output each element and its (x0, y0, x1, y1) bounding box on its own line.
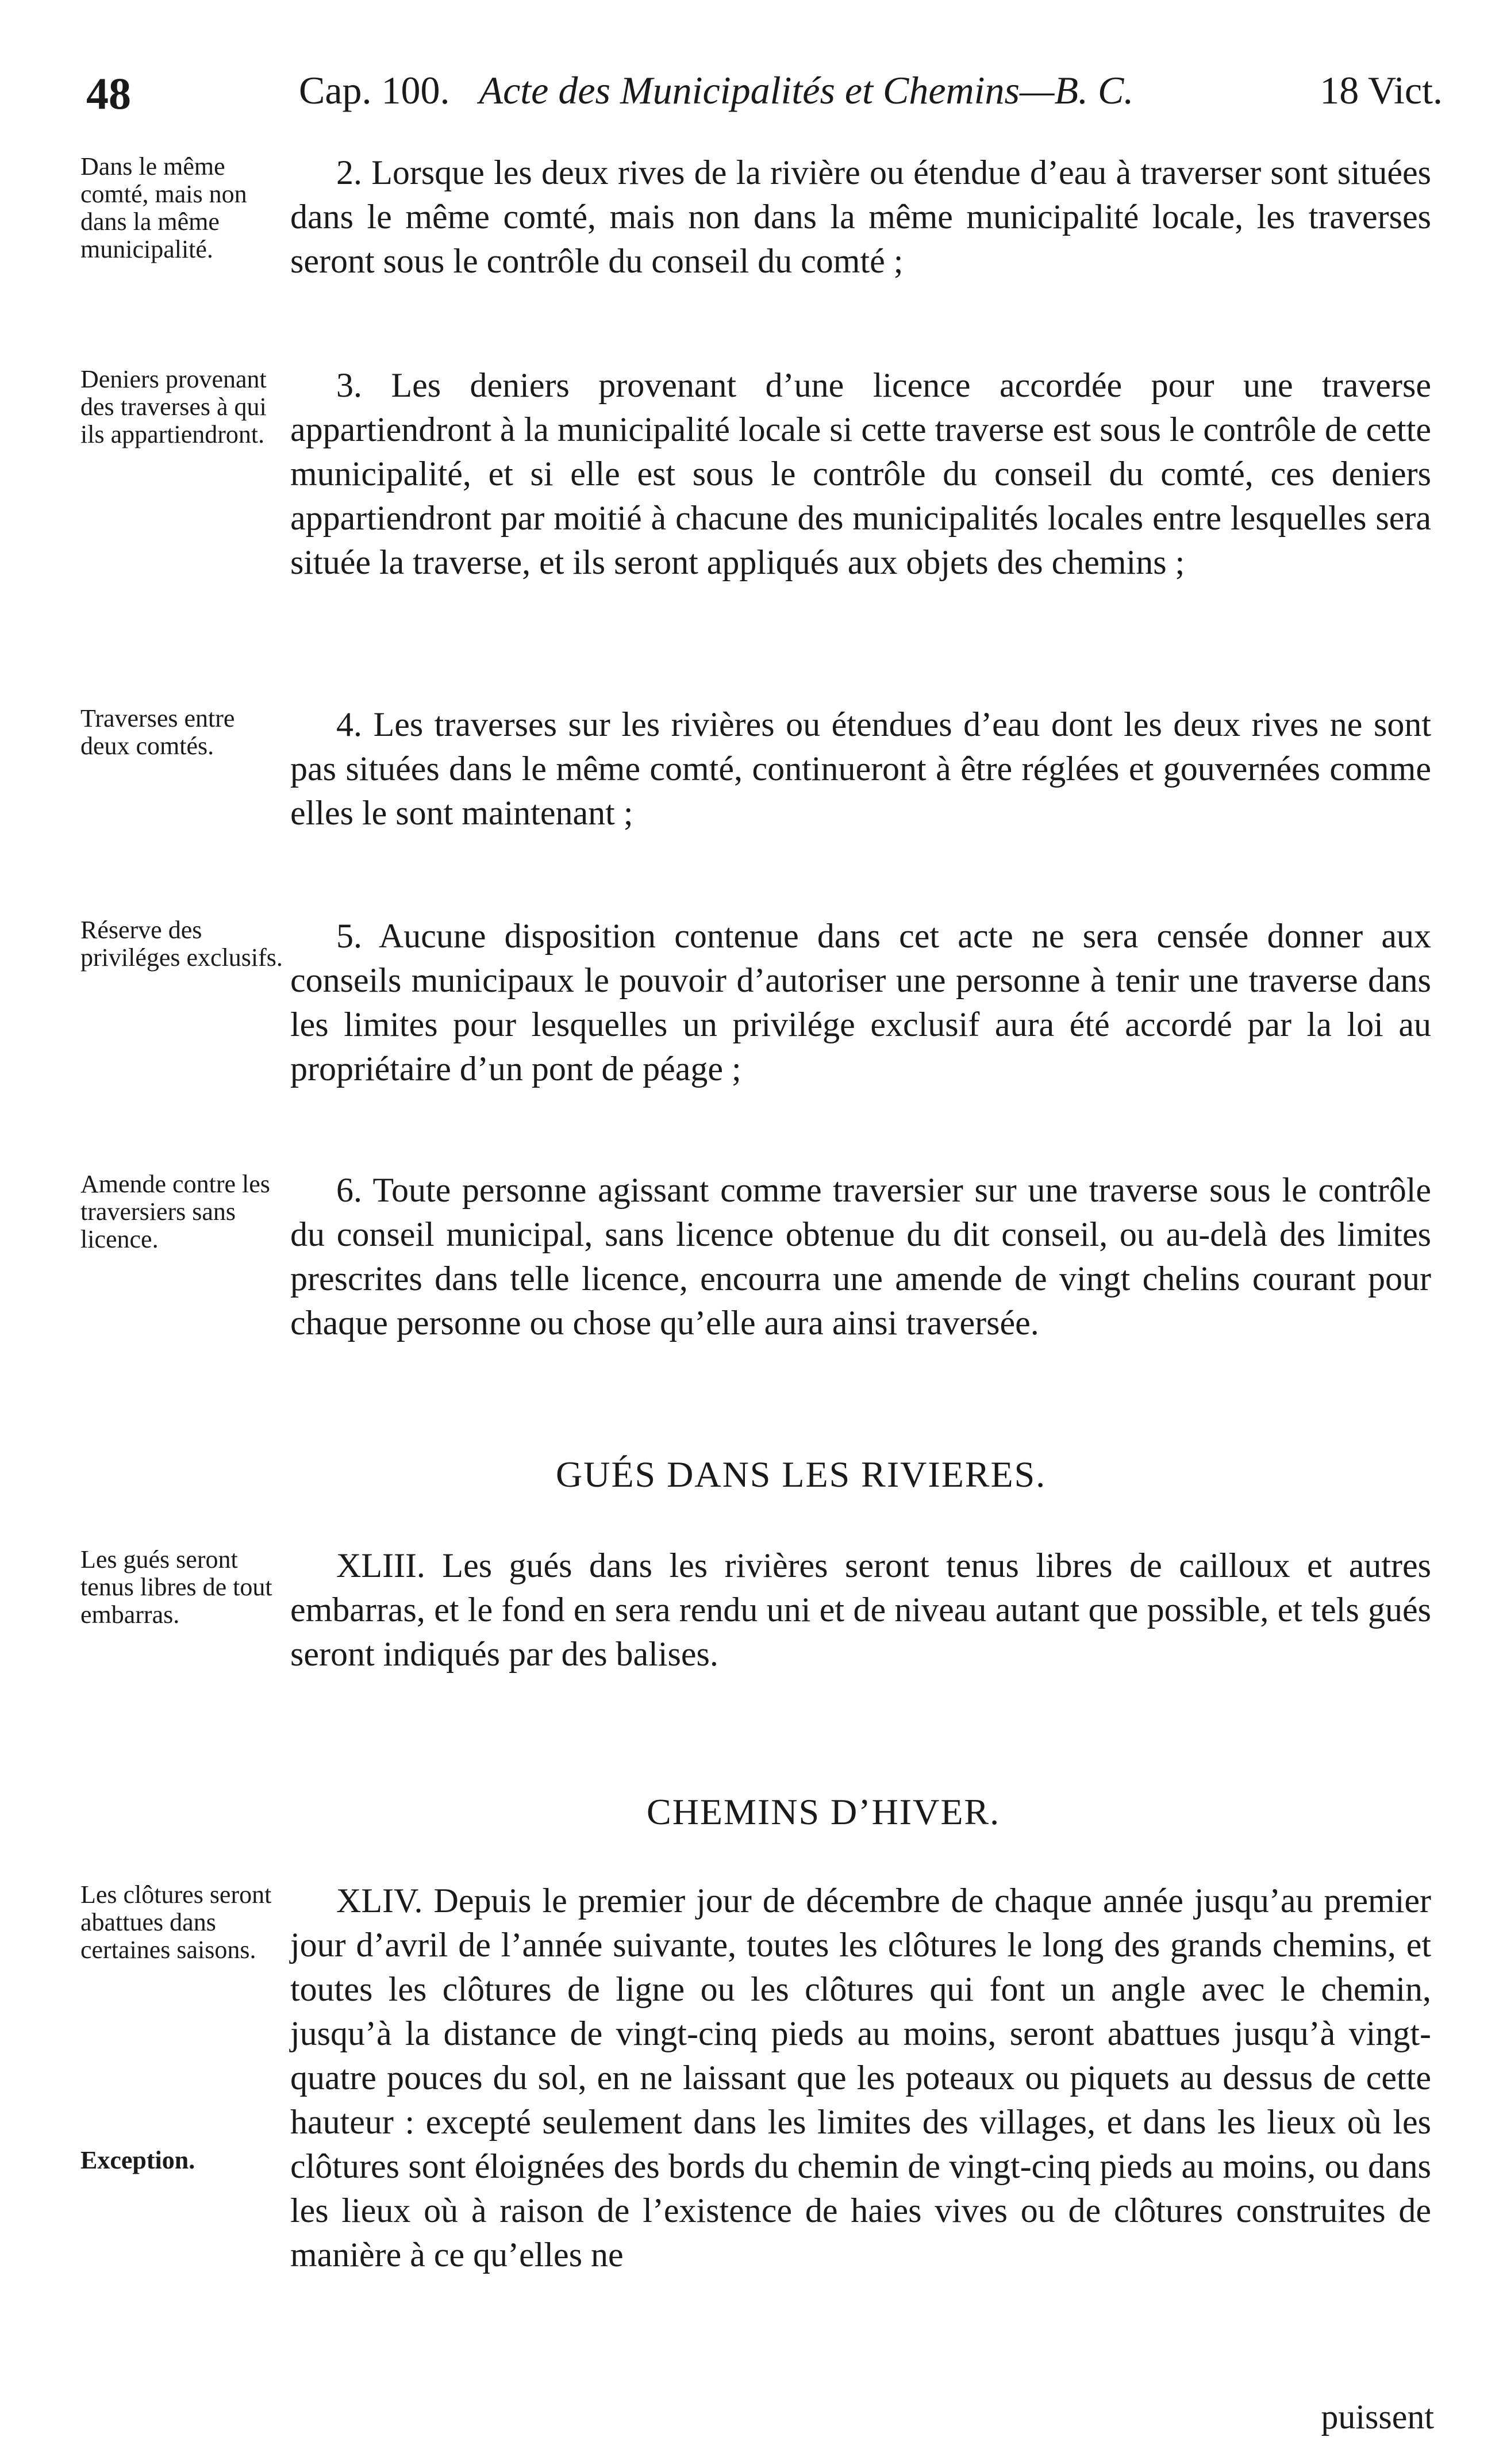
running-title (299, 68, 1133, 113)
section-text: Depuis le premier jour de décembre de chaque année jusqu’au premier jour d’avril de l’année suivante, toutes les clôtures le long des grands chemins, et toutes les clôtures de ligne ou les clôtures qui font un angle avec le chemin, jusqu’à la distance de vingt-cinq pieds au moins, seront abattues jusqu’à vingt-quatre pouces du sol, en ne laissant que les poteaux ou piquets au dessus de cette hauteur : excepté seulement dans les limites des villages, et dans les lieux où les clôtures sont éloignées des bords du chemin de vingt-cinq pieds au moins, ou dans les lieux où à raison de l’existence de haies vives ou de clôtures construites de manière à ce qu’elles ne (290, 1882, 1431, 2274)
act-title: Acte des Municipalités et Chemins—B. C. (479, 68, 1134, 112)
heading-winter-roads: CHEMINS D’HIVER. (647, 1791, 1001, 1832)
section-number: 4. (336, 705, 362, 743)
running-head (57, 68, 1451, 125)
margin-note: Les clôtures seront abattues dans certaines saisons. (80, 1880, 272, 1964)
section-number: 2. (336, 153, 362, 191)
section-paragraph (290, 703, 1431, 835)
chapter-label: Cap. 100. (299, 68, 450, 112)
section-number: 3. (336, 366, 362, 404)
margin-note: Les gués seront tenus libres de tout embarras. (80, 1545, 272, 1629)
section-number: 6. (336, 1171, 362, 1209)
regnal-year: 18 Vict. (1320, 68, 1443, 112)
section-paragraph (290, 151, 1431, 283)
section-paragraph (290, 363, 1431, 585)
section-paragraph (290, 1544, 1431, 1676)
section-text: Aucune disposition contenue dans cet acte ne sera censée donner aux conseils municipaux le pouvoir d’autoriser une personne à tenir une traverse dans les limites pour lesquelles un privilége exclusif aura été accordé par la loi au propriétaire d’un pont de péage ; (290, 917, 1431, 1088)
section-number: 5. (336, 917, 362, 955)
catchword: puissent (1321, 2398, 1434, 2436)
margin-note: Traverses entre deux comtés. (80, 704, 235, 760)
page-number: 48 (86, 68, 131, 118)
section-text: Les gués dans les rivières seront tenus libres de cailloux et autres embarras, et le fond en sera rendu uni et de niveau autant que possible, et tels gués seront indiqués par des balises. (290, 1546, 1432, 1673)
margin-note: Deniers provenant des traverses à qui ils appartiendront. (80, 365, 267, 448)
margin-note: Réserve des priviléges exclusifs. (80, 916, 283, 972)
section-text: Toute personne agissant comme traversier sur une traverse sous le contrôle du conseil municipal, sans licence obtenue du dit conseil, ou au-delà des limites prescrites dans telle licence, encourra une amende de vingt chelins courant pour chaque personne ou chose qu’elle aura ainsi traversée. (290, 1171, 1431, 1342)
section-text: Lorsque les deux rives de la rivière ou étendue d’eau à traverser sont situées dans le même comté, mais non dans la même municipalité locale, les traverses seront sous le contrôle du conseil du comté ; (290, 153, 1431, 280)
section-paragraph (290, 1879, 1431, 2277)
heading-fords: GUÉS DANS LES RIVIERES. (556, 1454, 1047, 1495)
section-number: XLIV. (336, 1882, 423, 1920)
section-paragraph (290, 1168, 1431, 1345)
margin-note: Dans le même comté, mais non dans la même municipalité. (80, 152, 247, 263)
margin-note: Amende contre les traversiers sans licence. (80, 1170, 270, 1253)
section-paragraph (290, 914, 1431, 1091)
margin-note-exception: Exception. (80, 2146, 195, 2174)
section-text: Les deniers provenant d’une licence accordée pour une traverse appartiendront à la municipalité locale si cette traverse est sous le contrôle de cette municipalité, et si elle est sous le contrôle du conseil du comté, ces deniers appartiendront par moitié à chacune des municipalités locales entre lesquelles sera située la traverse, et ils seront appliqués aux objets des chemins ; (290, 366, 1432, 581)
section-text: Les traverses sur les rivières ou étendues d’eau dont les deux rives ne sont pas situées dans le même comté, continueront à être réglées et gouvernées comme elles le sont maintenant ; (290, 705, 1431, 832)
section-number: XLIII. (336, 1546, 425, 1584)
